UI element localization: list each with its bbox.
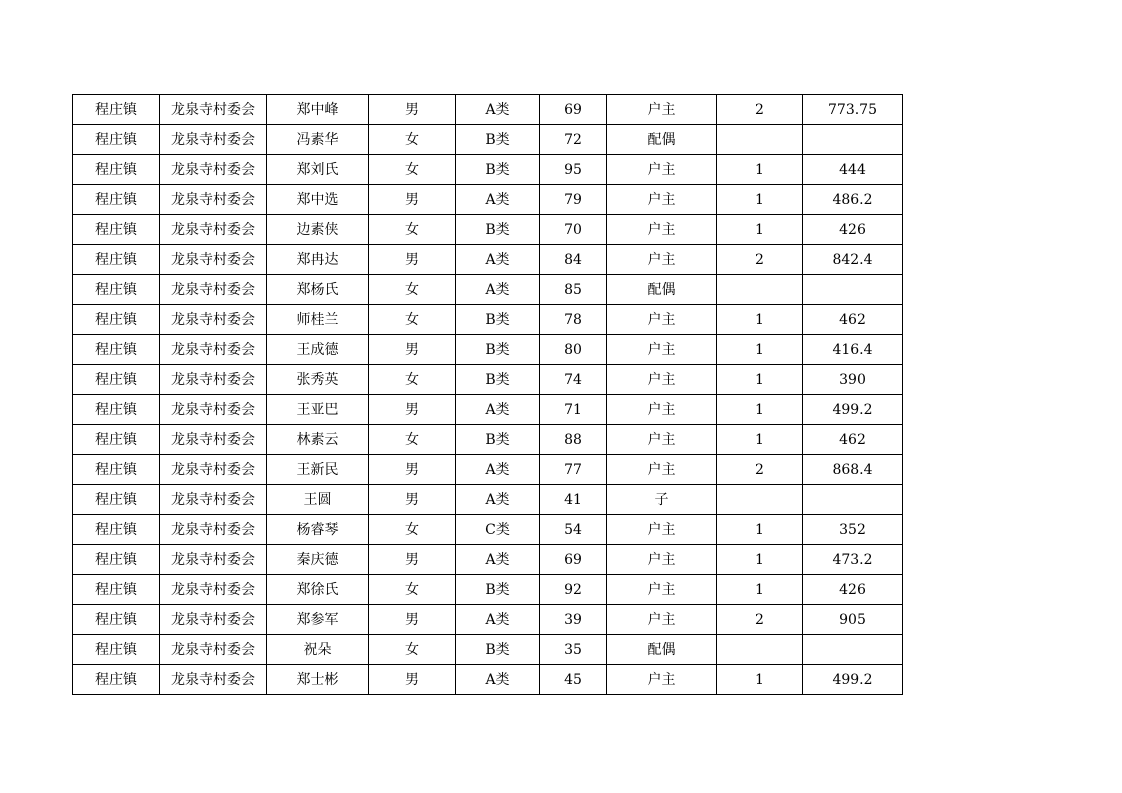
category-cell: B类 — [456, 335, 540, 365]
amount-cell — [803, 635, 903, 665]
gender-cell: 男 — [369, 605, 456, 635]
town-cell: 程庄镇 — [73, 485, 160, 515]
age-cell: 71 — [540, 395, 607, 425]
village-cell: 龙泉寺村委会 — [160, 335, 267, 365]
gender-cell: 女 — [369, 215, 456, 245]
amount-cell: 499.2 — [803, 395, 903, 425]
count-cell: 1 — [717, 515, 803, 545]
relation-cell: 户主 — [607, 335, 717, 365]
village-cell: 龙泉寺村委会 — [160, 485, 267, 515]
table-body — [73, 95, 903, 695]
town-cell: 程庄镇 — [73, 275, 160, 305]
gender-cell: 女 — [369, 425, 456, 455]
gender-cell: 男 — [369, 485, 456, 515]
count-cell: 2 — [717, 95, 803, 125]
age-cell: 45 — [540, 665, 607, 695]
name-cell: 王成德 — [267, 335, 369, 365]
gender-cell: 女 — [369, 125, 456, 155]
relation-cell: 户主 — [607, 455, 717, 485]
table-row — [73, 635, 903, 665]
name-cell: 郑杨氏 — [267, 275, 369, 305]
age-cell: 80 — [540, 335, 607, 365]
village-cell: 龙泉寺村委会 — [160, 395, 267, 425]
table-row — [73, 455, 903, 485]
town-cell: 程庄镇 — [73, 545, 160, 575]
gender-cell: 女 — [369, 575, 456, 605]
table-row — [73, 665, 903, 695]
age-cell: 54 — [540, 515, 607, 545]
count-cell: 1 — [717, 575, 803, 605]
age-cell: 70 — [540, 215, 607, 245]
name-cell: 林素云 — [267, 425, 369, 455]
relation-cell: 户主 — [607, 545, 717, 575]
table-row — [73, 155, 903, 185]
town-cell: 程庄镇 — [73, 125, 160, 155]
name-cell: 师桂兰 — [267, 305, 369, 335]
table-row — [73, 515, 903, 545]
count-cell — [717, 125, 803, 155]
village-cell: 龙泉寺村委会 — [160, 185, 267, 215]
category-cell: B类 — [456, 305, 540, 335]
category-cell: B类 — [456, 575, 540, 605]
table-row — [73, 215, 903, 245]
amount-cell — [803, 275, 903, 305]
amount-cell: 352 — [803, 515, 903, 545]
village-cell: 龙泉寺村委会 — [160, 665, 267, 695]
amount-cell — [803, 485, 903, 515]
count-cell — [717, 635, 803, 665]
relation-cell: 户主 — [607, 395, 717, 425]
table-row — [73, 485, 903, 515]
gender-cell: 男 — [369, 665, 456, 695]
name-cell: 杨睿琴 — [267, 515, 369, 545]
count-cell — [717, 485, 803, 515]
category-cell: B类 — [456, 425, 540, 455]
gender-cell: 女 — [369, 365, 456, 395]
category-cell: A类 — [456, 665, 540, 695]
town-cell: 程庄镇 — [73, 155, 160, 185]
age-cell: 72 — [540, 125, 607, 155]
category-cell: A类 — [456, 245, 540, 275]
name-cell: 边素侠 — [267, 215, 369, 245]
count-cell: 1 — [717, 425, 803, 455]
village-cell: 龙泉寺村委会 — [160, 215, 267, 245]
amount-cell: 426 — [803, 215, 903, 245]
relation-cell: 配偶 — [607, 635, 717, 665]
village-cell: 龙泉寺村委会 — [160, 575, 267, 605]
category-cell: A类 — [456, 95, 540, 125]
table-row — [73, 365, 903, 395]
name-cell: 秦庆德 — [267, 545, 369, 575]
town-cell: 程庄镇 — [73, 425, 160, 455]
amount-cell: 473.2 — [803, 545, 903, 575]
table-row — [73, 605, 903, 635]
town-cell: 程庄镇 — [73, 245, 160, 275]
village-cell: 龙泉寺村委会 — [160, 425, 267, 455]
relation-cell: 户主 — [607, 185, 717, 215]
gender-cell: 女 — [369, 275, 456, 305]
count-cell: 1 — [717, 155, 803, 185]
village-cell: 龙泉寺村委会 — [160, 545, 267, 575]
table-row — [73, 425, 903, 455]
relation-cell: 户主 — [607, 425, 717, 455]
age-cell: 74 — [540, 365, 607, 395]
table-row — [73, 395, 903, 425]
town-cell: 程庄镇 — [73, 335, 160, 365]
category-cell: A类 — [456, 185, 540, 215]
town-cell: 程庄镇 — [73, 575, 160, 605]
table-row — [73, 125, 903, 155]
category-cell: A类 — [456, 545, 540, 575]
age-cell: 88 — [540, 425, 607, 455]
category-cell: B类 — [456, 125, 540, 155]
name-cell: 冯素华 — [267, 125, 369, 155]
amount-cell: 905 — [803, 605, 903, 635]
relation-cell: 户主 — [607, 95, 717, 125]
village-cell: 龙泉寺村委会 — [160, 365, 267, 395]
relation-cell: 户主 — [607, 155, 717, 185]
name-cell: 郑参军 — [267, 605, 369, 635]
name-cell: 郑中选 — [267, 185, 369, 215]
amount-cell: 773.75 — [803, 95, 903, 125]
name-cell: 祝朵 — [267, 635, 369, 665]
table-row — [73, 275, 903, 305]
town-cell: 程庄镇 — [73, 215, 160, 245]
count-cell: 1 — [717, 665, 803, 695]
name-cell: 郑士彬 — [267, 665, 369, 695]
relation-cell: 户主 — [607, 515, 717, 545]
category-cell: B类 — [456, 635, 540, 665]
category-cell: B类 — [456, 215, 540, 245]
category-cell: B类 — [456, 365, 540, 395]
relation-cell: 户主 — [607, 665, 717, 695]
relation-cell: 子 — [607, 485, 717, 515]
relation-cell: 户主 — [607, 215, 717, 245]
village-cell: 龙泉寺村委会 — [160, 305, 267, 335]
name-cell: 郑徐氏 — [267, 575, 369, 605]
count-cell: 1 — [717, 365, 803, 395]
relation-cell: 户主 — [607, 305, 717, 335]
village-cell: 龙泉寺村委会 — [160, 275, 267, 305]
count-cell: 1 — [717, 305, 803, 335]
town-cell: 程庄镇 — [73, 635, 160, 665]
count-cell: 1 — [717, 395, 803, 425]
relation-cell: 户主 — [607, 575, 717, 605]
table-row — [73, 575, 903, 605]
name-cell: 郑冉达 — [267, 245, 369, 275]
name-cell: 张秀英 — [267, 365, 369, 395]
count-cell: 2 — [717, 605, 803, 635]
amount-cell: 444 — [803, 155, 903, 185]
table-row — [73, 245, 903, 275]
gender-cell: 男 — [369, 335, 456, 365]
town-cell: 程庄镇 — [73, 365, 160, 395]
table-row — [73, 335, 903, 365]
age-cell: 95 — [540, 155, 607, 185]
gender-cell: 男 — [369, 185, 456, 215]
count-cell: 1 — [717, 185, 803, 215]
count-cell: 1 — [717, 215, 803, 245]
age-cell: 35 — [540, 635, 607, 665]
gender-cell: 女 — [369, 155, 456, 185]
count-cell — [717, 275, 803, 305]
village-cell: 龙泉寺村委会 — [160, 515, 267, 545]
age-cell: 41 — [540, 485, 607, 515]
amount-cell: 390 — [803, 365, 903, 395]
name-cell: 郑刘氏 — [267, 155, 369, 185]
table-row — [73, 545, 903, 575]
town-cell: 程庄镇 — [73, 305, 160, 335]
town-cell: 程庄镇 — [73, 395, 160, 425]
age-cell: 85 — [540, 275, 607, 305]
gender-cell: 女 — [369, 305, 456, 335]
name-cell: 郑中峰 — [267, 95, 369, 125]
amount-cell: 416.4 — [803, 335, 903, 365]
relation-cell: 户主 — [607, 605, 717, 635]
village-cell: 龙泉寺村委会 — [160, 245, 267, 275]
relation-cell: 户主 — [607, 245, 717, 275]
age-cell: 39 — [540, 605, 607, 635]
gender-cell: 女 — [369, 515, 456, 545]
data-table — [72, 94, 903, 695]
age-cell: 92 — [540, 575, 607, 605]
town-cell: 程庄镇 — [73, 185, 160, 215]
amount-cell: 499.2 — [803, 665, 903, 695]
category-cell: A类 — [456, 485, 540, 515]
name-cell: 王新民 — [267, 455, 369, 485]
gender-cell: 男 — [369, 245, 456, 275]
town-cell: 程庄镇 — [73, 515, 160, 545]
amount-cell: 868.4 — [803, 455, 903, 485]
category-cell: A类 — [456, 275, 540, 305]
count-cell: 1 — [717, 335, 803, 365]
town-cell: 程庄镇 — [73, 95, 160, 125]
relation-cell: 户主 — [607, 365, 717, 395]
village-cell: 龙泉寺村委会 — [160, 155, 267, 185]
count-cell: 1 — [717, 545, 803, 575]
age-cell: 79 — [540, 185, 607, 215]
amount-cell: 486.2 — [803, 185, 903, 215]
gender-cell: 男 — [369, 95, 456, 125]
village-cell: 龙泉寺村委会 — [160, 605, 267, 635]
gender-cell: 男 — [369, 395, 456, 425]
age-cell: 69 — [540, 545, 607, 575]
amount-cell: 462 — [803, 305, 903, 335]
village-cell: 龙泉寺村委会 — [160, 455, 267, 485]
amount-cell: 842.4 — [803, 245, 903, 275]
category-cell: C类 — [456, 515, 540, 545]
amount-cell — [803, 125, 903, 155]
category-cell: A类 — [456, 455, 540, 485]
name-cell: 王亚巴 — [267, 395, 369, 425]
gender-cell: 男 — [369, 455, 456, 485]
category-cell: B类 — [456, 155, 540, 185]
count-cell: 2 — [717, 245, 803, 275]
category-cell: A类 — [456, 605, 540, 635]
town-cell: 程庄镇 — [73, 665, 160, 695]
village-cell: 龙泉寺村委会 — [160, 125, 267, 155]
amount-cell: 462 — [803, 425, 903, 455]
age-cell: 77 — [540, 455, 607, 485]
age-cell: 69 — [540, 95, 607, 125]
age-cell: 78 — [540, 305, 607, 335]
table-row — [73, 185, 903, 215]
village-cell: 龙泉寺村委会 — [160, 635, 267, 665]
table-row — [73, 305, 903, 335]
amount-cell: 426 — [803, 575, 903, 605]
town-cell: 程庄镇 — [73, 605, 160, 635]
name-cell: 王圆 — [267, 485, 369, 515]
table-row — [73, 95, 903, 125]
gender-cell: 女 — [369, 635, 456, 665]
category-cell: A类 — [456, 395, 540, 425]
town-cell: 程庄镇 — [73, 455, 160, 485]
village-cell: 龙泉寺村委会 — [160, 95, 267, 125]
relation-cell: 配偶 — [607, 275, 717, 305]
gender-cell: 男 — [369, 545, 456, 575]
count-cell: 2 — [717, 455, 803, 485]
age-cell: 84 — [540, 245, 607, 275]
relation-cell: 配偶 — [607, 125, 717, 155]
